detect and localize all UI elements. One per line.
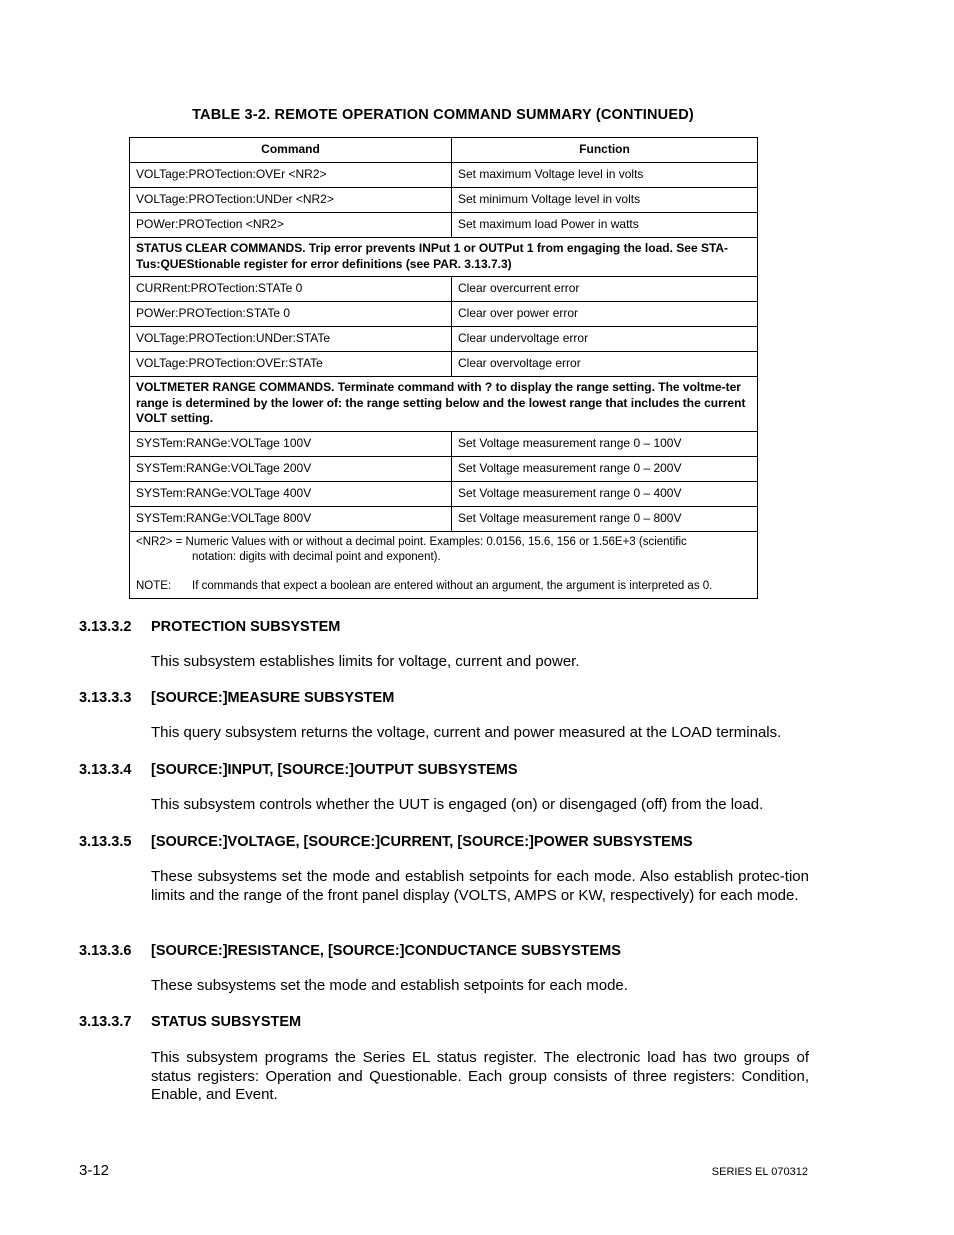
- table-row: [130, 327, 758, 352]
- function-cell: Set Voltage measurement range 0 – 400V: [452, 481, 758, 506]
- section-number: 3.13.3.7: [79, 1014, 132, 1030]
- function-cell: Set Voltage measurement range 0 – 100V: [452, 431, 758, 456]
- group-heading-status-clear: STATUS CLEAR COMMANDS. Trip error prevents INPut 1 or OUTPut 1 from engaging the load. See STA-Tus:QUEStionable register for error definitions (see PAR. 3.13.7.3): [130, 238, 758, 277]
- nr2-definition-continued: notation: digits with decimal point and exponent).: [192, 550, 441, 563]
- function-cell: Clear overcurrent error: [452, 277, 758, 302]
- table-row: [130, 456, 758, 481]
- nr2-definition: <NR2> = Numeric Values with or without a decimal point. Examples: 0.0156, 15.6, 156 or 1.56E+3 (scientific: [136, 535, 687, 548]
- function-cell: Set maximum load Power in watts: [452, 213, 758, 238]
- command-cell: VOLTage:PROTection:OVEr <NR2>: [130, 163, 452, 188]
- section-heading: [79, 1014, 301, 1030]
- table-header-row: [130, 138, 758, 163]
- function-cell: Clear overvoltage error: [452, 352, 758, 377]
- section-number: 3.13.3.3: [79, 690, 132, 706]
- function-cell: Set minimum Voltage level in volts: [452, 188, 758, 213]
- table-row: [130, 302, 758, 327]
- table-row: [130, 213, 758, 238]
- table-row: [130, 277, 758, 302]
- table-row: [130, 352, 758, 377]
- command-cell: POWer:PROTection <NR2>: [130, 213, 452, 238]
- table-row: [130, 163, 758, 188]
- table-row: [130, 431, 758, 456]
- section-title: [SOURCE:]INPUT, [SOURCE:]OUTPUT SUBSYSTEMS: [151, 762, 518, 778]
- command-cell: SYSTem:RANGe:VOLTage 200V: [130, 456, 452, 481]
- section-body: This subsystem establishes limits for voltage, current and power.: [151, 653, 580, 670]
- table-row: [130, 481, 758, 506]
- function-cell: Set Voltage measurement range 0 – 200V: [452, 456, 758, 481]
- section-title: [SOURCE:]VOLTAGE, [SOURCE:]CURRENT, [SOURCE:]POWER SUBSYSTEMS: [151, 834, 693, 850]
- command-cell: POWer:PROTection:STATe 0: [130, 302, 452, 327]
- command-cell: SYSTem:RANGe:VOLTage 800V: [130, 506, 452, 531]
- section-number: 3.13.3.2: [79, 619, 132, 635]
- command-cell: SYSTem:RANGe:VOLTage 100V: [130, 431, 452, 456]
- section-body: These subsystems set the mode and establish setpoints for each mode. Also establish protec-tion limits and the range of the front panel display (VOLTS, AMPS or KW, respectively) for each mode.: [151, 868, 809, 904]
- table-notes: [130, 531, 758, 598]
- command-cell: CURRent:PROTection:STATe 0: [130, 277, 452, 302]
- section-heading: [79, 943, 621, 959]
- section-title: [SOURCE:]MEASURE SUBSYSTEM: [151, 690, 395, 706]
- command-summary-table: [129, 137, 758, 599]
- section-body: This subsystem controls whether the UUT is engaged (on) or disengaged (off) from the load.: [151, 796, 764, 813]
- section-body: This query subsystem returns the voltage, current and power measured at the LOAD terminals.: [151, 724, 782, 741]
- group-row-status-clear: [130, 238, 758, 277]
- table-title: TABLE 3-2. REMOTE OPERATION COMMAND SUMMARY (CONTINUED): [192, 107, 694, 123]
- group-row-voltmeter-range: [130, 377, 758, 432]
- document-id: SERIES EL 070312: [711, 1166, 808, 1178]
- command-cell: VOLTage:PROTection:UNDer <NR2>: [130, 188, 452, 213]
- command-cell: VOLTage:PROTection:OVEr:STATe: [130, 352, 452, 377]
- boolean-note: [136, 579, 751, 594]
- section-body: This subsystem programs the Series EL status register. The electronic load has two groups of status registers: Operation and Questionable. Each group consists of three registers: Condition, Enable, and Event.: [151, 1049, 809, 1104]
- function-cell: Set maximum Voltage level in volts: [452, 163, 758, 188]
- section-heading: [79, 834, 693, 850]
- function-cell: Set Voltage measurement range 0 – 800V: [452, 506, 758, 531]
- column-header-command: Command: [130, 138, 452, 163]
- section-number: 3.13.3.4: [79, 762, 132, 778]
- section-title: [SOURCE:]RESISTANCE, [SOURCE:]CONDUCTANCE SUBSYSTEMS: [151, 943, 621, 959]
- notes-row: [130, 531, 758, 598]
- group-heading-voltmeter-range: VOLTMETER RANGE COMMANDS. Terminate command with ? to display the range setting. The voltme-ter range is determined by the lower of: the range setting below and the lowest range that includes the current VOLT setting.: [130, 377, 758, 432]
- section-body: These subsystems set the mode and establish setpoints for each mode.: [151, 977, 628, 994]
- table-row: [130, 506, 758, 531]
- command-cell: SYSTem:RANGe:VOLTage 400V: [130, 481, 452, 506]
- note-text: If commands that expect a boolean are entered without an argument, the argument is interpreted as 0.: [192, 579, 713, 592]
- function-cell: Clear over power error: [452, 302, 758, 327]
- section-heading: [79, 690, 394, 706]
- note-label: NOTE:: [136, 579, 172, 592]
- section-heading: [79, 762, 518, 778]
- command-cell: VOLTage:PROTection:UNDer:STATe: [130, 327, 452, 352]
- section-title: PROTECTION SUBSYSTEM: [151, 619, 341, 635]
- section-number: 3.13.3.6: [79, 943, 132, 959]
- section-heading: [79, 619, 340, 635]
- column-header-function: Function: [452, 138, 758, 163]
- function-cell: Clear undervoltage error: [452, 327, 758, 352]
- section-title: STATUS SUBSYSTEM: [151, 1014, 302, 1030]
- page-number: 3-12: [79, 1162, 110, 1179]
- section-number: 3.13.3.5: [79, 834, 132, 850]
- table-row: [130, 188, 758, 213]
